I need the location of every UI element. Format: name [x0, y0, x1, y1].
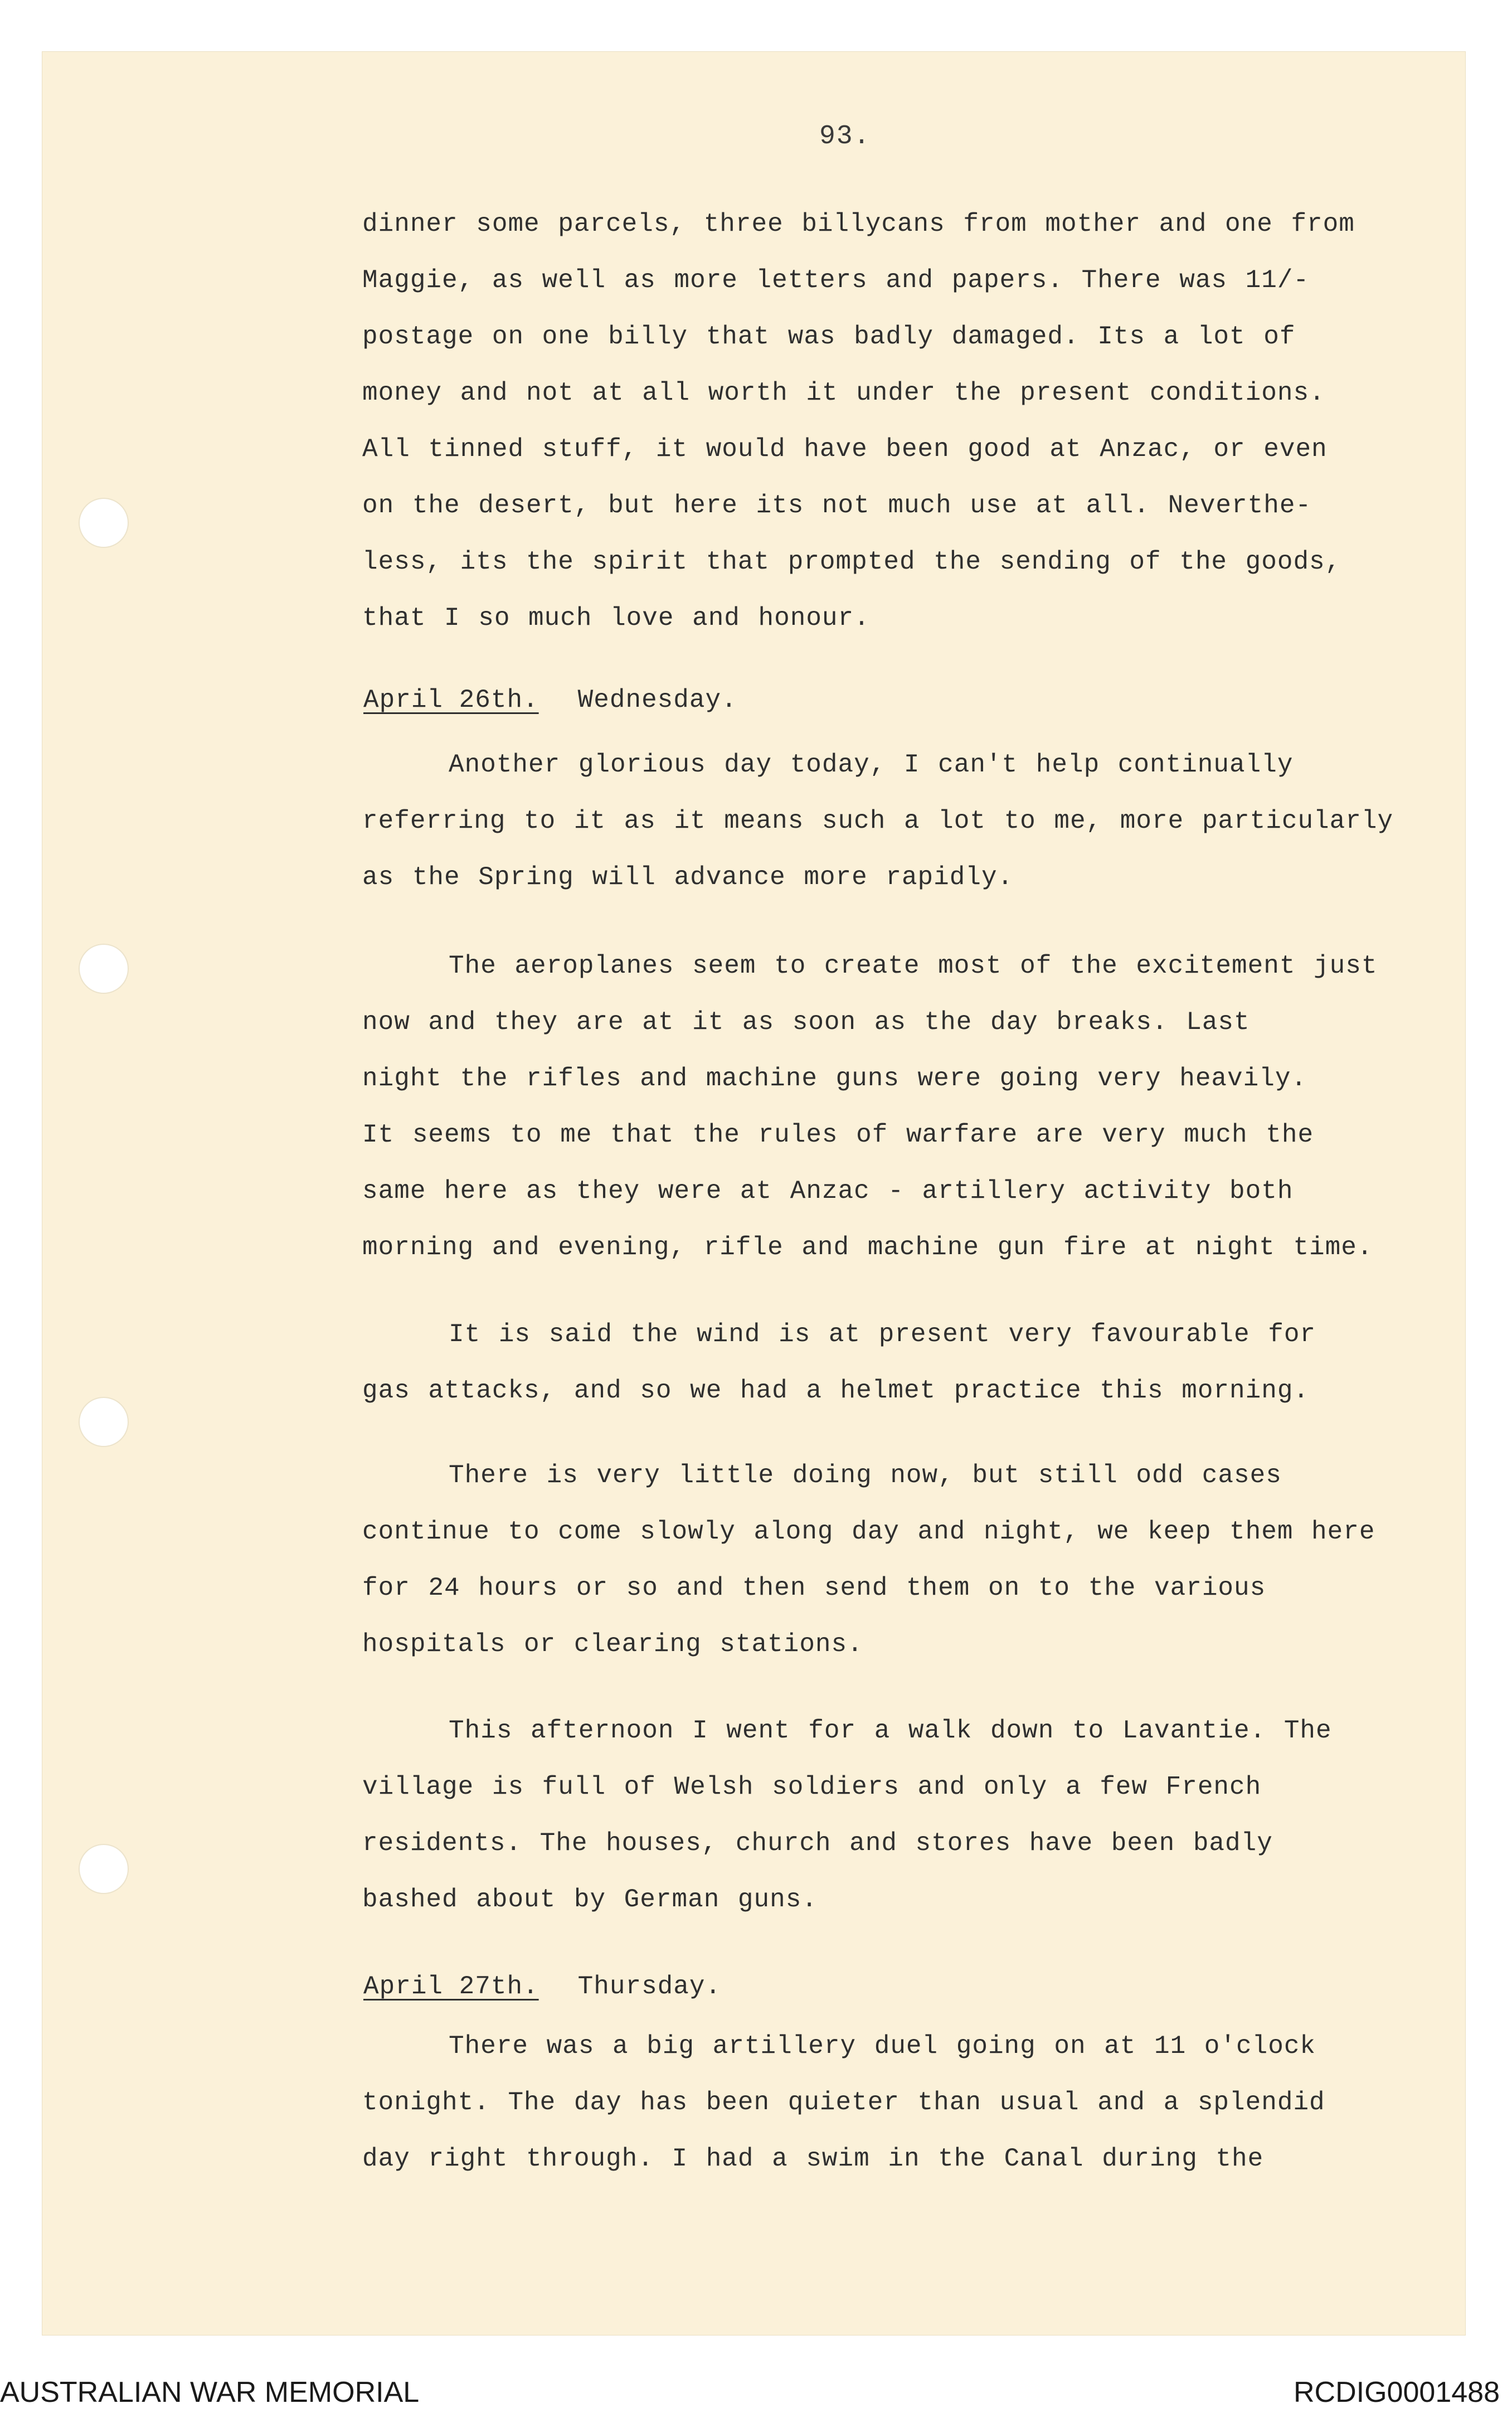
paragraph — [362, 196, 1455, 647]
punch-hole — [79, 944, 129, 994]
text-line: less, its the spirit that prompted the sending of the goods, — [362, 547, 1341, 576]
text-line: It is said the wind is at present very favourable for — [449, 1320, 1316, 1349]
text-line: as the Spring will advance more rapidly. — [362, 863, 1014, 892]
text-line: that I so much love and honour. — [362, 604, 870, 633]
text-line: money and not at all worth it under the present conditions. — [362, 378, 1325, 407]
text-line: village is full of Welsh soldiers and only a few French — [362, 1773, 1262, 1802]
entry-date: April 27th. — [363, 1972, 539, 2001]
paragraph — [362, 737, 1455, 906]
footer-institution: AUSTRALIAN WAR MEMORIAL — [0, 2376, 420, 2409]
entry-day: Wednesday. — [577, 686, 737, 715]
paragraph — [362, 938, 1455, 1276]
text-line: This afternoon I went for a walk down to Lavantie. The — [449, 1716, 1332, 1745]
text-line: for 24 hours or so and then send them on to the various — [362, 1574, 1266, 1603]
text-line: Maggie, as well as more letters and papers. There was 11/- — [362, 266, 1310, 295]
paragraph — [362, 1703, 1455, 1928]
text-line: dinner some parcels, three billycans from mother and one from — [362, 210, 1355, 239]
paragraph — [362, 1307, 1455, 1419]
footer-record-id: RCDIG0001488 — [1294, 2376, 1500, 2409]
text-line: now and they are at it as soon as the day breaks. Last — [362, 1008, 1250, 1037]
text-line: night the rifles and machine guns were going very heavily. — [362, 1064, 1307, 1093]
text-line: There is very little doing now, but still odd cases — [449, 1461, 1282, 1490]
text-line: referring to it as it means such a lot to me, more particularly — [362, 807, 1394, 836]
entry-heading — [363, 686, 737, 715]
text-line: All tinned stuff, it would have been good at Anzac, or even — [362, 435, 1328, 464]
text-line: Another glorious day today, I can't help continually — [449, 750, 1294, 779]
text-line: gas attacks, and so we had a helmet practice this morning. — [362, 1376, 1310, 1405]
text-line: It seems to me that the rules of warfare are very much the — [362, 1120, 1314, 1149]
punch-hole — [79, 498, 129, 548]
entry-heading — [363, 1972, 721, 2001]
text-line: postage on one billy that was badly damaged. Its a lot of — [362, 322, 1296, 351]
text-line: The aeroplanes seem to create most of the excitement just — [449, 951, 1378, 980]
entry-date: April 26th. — [363, 686, 539, 715]
text-line: on the desert, but here its not much use at all. Neverthe- — [362, 491, 1312, 520]
text-line: residents. The houses, church and stores have been badly — [362, 1829, 1273, 1858]
text-line: same here as they were at Anzac - artillery activity both — [362, 1177, 1294, 1206]
text-line: There was a big artillery duel going on at 11 o'clock — [449, 2032, 1316, 2061]
text-line: bashed about by German guns. — [362, 1885, 818, 1914]
text-line: hospitals or clearing stations. — [362, 1630, 863, 1659]
punch-hole — [79, 1844, 129, 1894]
entry-day: Thursday. — [577, 1972, 722, 2001]
punch-hole — [79, 1397, 129, 1447]
text-line: continue to come slowly along day and night, we keep them here — [362, 1517, 1375, 1546]
page-number: 93. — [819, 122, 871, 152]
text-line: day right through. I had a swim in the Canal during the — [362, 2144, 1264, 2173]
text-line: morning and evening, rifle and machine gun fire at night time. — [362, 1233, 1373, 1262]
paragraph — [362, 1448, 1455, 1673]
text-line: tonight. The day has been quieter than usual and a splendid — [362, 2088, 1325, 2117]
paragraph — [362, 2018, 1455, 2187]
